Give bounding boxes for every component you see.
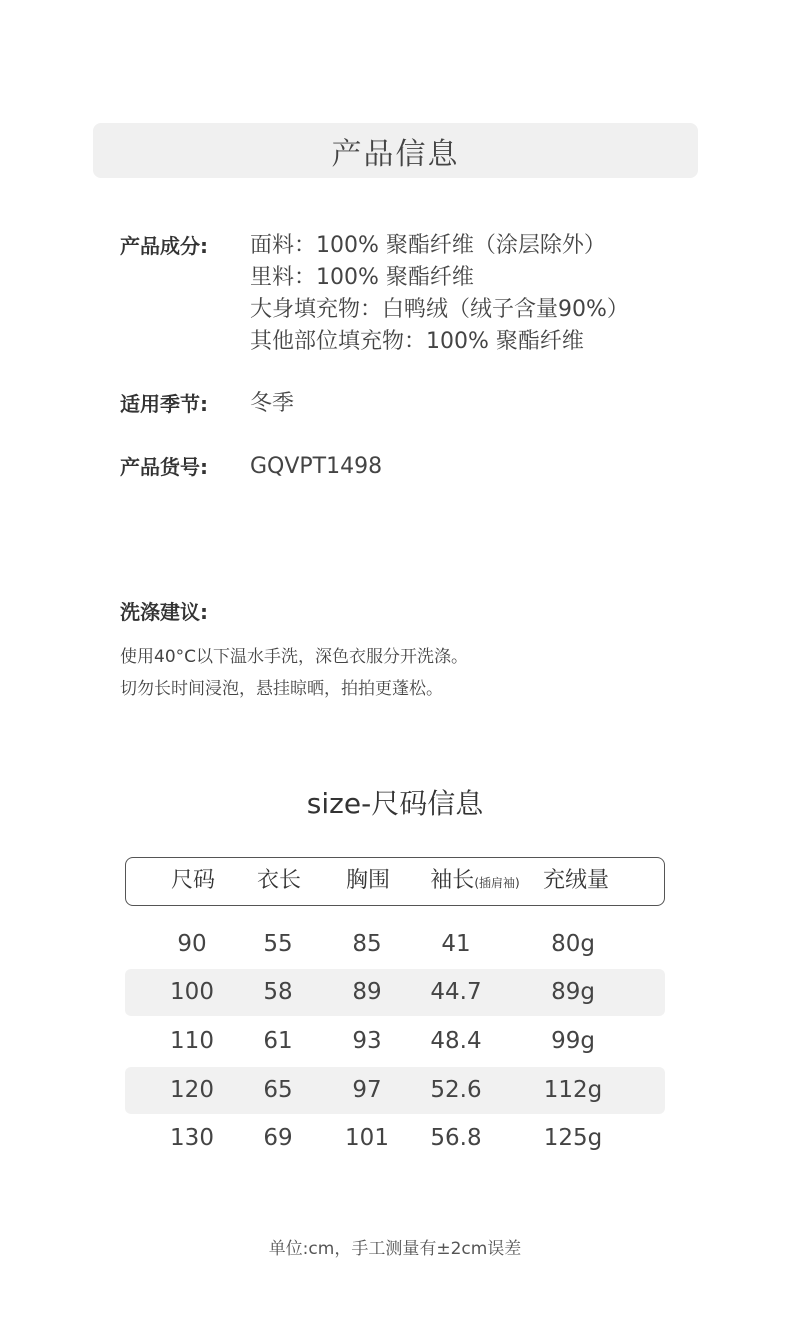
cell-down-fill: 125g bbox=[543, 1125, 603, 1151]
table-row bbox=[125, 1018, 665, 1065]
header-length: 衣长 bbox=[256, 868, 301, 893]
header-sleeve-label: 袖长 bbox=[430, 868, 475, 893]
size-table-header bbox=[125, 857, 665, 906]
composition-values bbox=[250, 230, 629, 358]
item-number-label: 产品货号: bbox=[120, 455, 208, 479]
table-row bbox=[125, 1115, 665, 1162]
composition-line: 面料：100% 聚酯纤维（涂层除外） bbox=[250, 233, 606, 258]
composition-row bbox=[120, 230, 629, 358]
cell-sleeve: 52.6 bbox=[430, 1077, 482, 1103]
item-number-row bbox=[120, 451, 382, 483]
cell-down-fill: 80g bbox=[551, 931, 595, 957]
header-sleeve bbox=[410, 858, 540, 904]
cell-chest: 89 bbox=[352, 979, 382, 1005]
header-chest: 胸围 bbox=[345, 868, 390, 893]
cell-size: 110 bbox=[170, 1028, 214, 1054]
season-label: 适用季节: bbox=[120, 392, 208, 416]
cell-chest: 101 bbox=[345, 1125, 389, 1151]
cell-chest: 85 bbox=[352, 931, 382, 957]
cell-down-fill: 112g bbox=[543, 1077, 603, 1103]
header-down-fill: 充绒量 bbox=[542, 868, 609, 893]
wash-instructions bbox=[120, 641, 468, 705]
wash-line: 切勿长时间浸泡，悬挂晾晒，拍拍更蓬松。 bbox=[120, 679, 443, 699]
page-title: 产品信息 bbox=[93, 123, 698, 178]
cell-sleeve: 48.4 bbox=[430, 1028, 482, 1054]
cell-size: 120 bbox=[170, 1077, 214, 1103]
composition-label: 产品成分: bbox=[120, 234, 208, 258]
cell-length: 61 bbox=[263, 1028, 293, 1054]
wash-line: 使用40°C以下温水手洗，深色衣服分开洗涤。 bbox=[120, 647, 469, 667]
header-sleeve-note: (插肩袖) bbox=[474, 876, 520, 890]
composition-line: 大身填充物：白鸭绒（绒子含量90%） bbox=[250, 297, 629, 322]
cell-length: 55 bbox=[263, 931, 293, 957]
cell-size: 90 bbox=[177, 931, 207, 957]
cell-sleeve: 41 bbox=[441, 931, 471, 957]
wash-title: 洗涤建议: bbox=[120, 600, 208, 624]
measurement-note: 单位:cm，手工测量有±2cm误差 bbox=[268, 1239, 522, 1259]
cell-down-fill: 99g bbox=[551, 1028, 595, 1054]
cell-size: 100 bbox=[170, 979, 214, 1005]
season-row bbox=[120, 388, 294, 420]
table-row bbox=[125, 921, 665, 968]
table-row bbox=[125, 1067, 665, 1114]
header-size: 尺码 bbox=[170, 868, 215, 893]
item-number-value: GQVPT1498 bbox=[250, 454, 383, 479]
cell-down-fill: 89g bbox=[551, 979, 595, 1005]
season-value: 冬季 bbox=[250, 391, 295, 416]
cell-sleeve: 44.7 bbox=[430, 979, 482, 1005]
cell-length: 65 bbox=[263, 1077, 293, 1103]
size-section-title: size-尺码信息 bbox=[306, 787, 484, 820]
composition-line: 里料：100% 聚酯纤维 bbox=[250, 265, 474, 290]
cell-sleeve: 56.8 bbox=[430, 1125, 482, 1151]
cell-size: 130 bbox=[170, 1125, 214, 1151]
composition-line: 其他部位填充物：100% 聚酯纤维 bbox=[250, 329, 584, 354]
cell-length: 69 bbox=[263, 1125, 293, 1151]
cell-length: 58 bbox=[263, 979, 293, 1005]
cell-chest: 93 bbox=[352, 1028, 382, 1054]
cell-chest: 97 bbox=[352, 1077, 382, 1103]
table-row bbox=[125, 969, 665, 1016]
